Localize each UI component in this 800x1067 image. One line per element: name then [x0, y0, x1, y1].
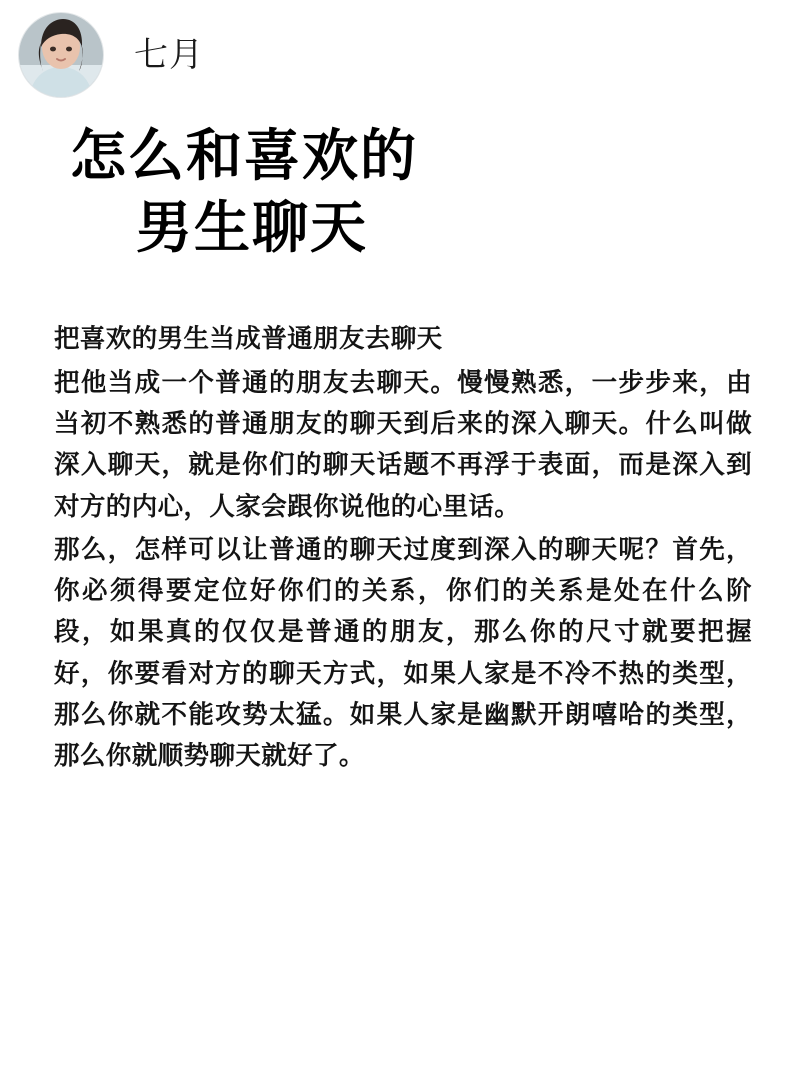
- title-line-1: 怎么和喜欢的: [70, 124, 418, 187]
- paragraph: 把他当成一个普通的朋友去聊天。慢慢熟悉，一步步来，由当初不熟悉的普通朋友的聊天到后来的深入聊天。什么叫做深入聊天，就是你们的聊天话题不再浮于表面，而是深入到对方的内心，人家会跟你说他的心里话。: [54, 368, 752, 521]
- title-line-2: 男生聊天: [136, 195, 368, 259]
- avatar-image: [19, 13, 103, 97]
- page-title: [0, 120, 800, 263]
- author-name: 七月: [134, 36, 204, 74]
- article-body: [0, 319, 800, 777]
- paragraph: 那么，怎样可以让普通的聊天过度到深入的聊天呢？首先，你必须得要定位好你们的关系，你们的关系是处在什么阶段，如果真的仅仅是普通的朋友，那么你的尺寸就要把握好，你要看对方的聊天方式，如果人家是不冷不热的类型，那么你就不能攻势太猛。如果人家是幽默开朗嘻哈的类型，那么你就顺势聊天就好了。: [54, 535, 752, 771]
- article-header: [0, 0, 800, 96]
- paragraph: 把喜欢的男生当成普通朋友去聊天: [54, 325, 443, 354]
- avatar[interactable]: [18, 12, 104, 98]
